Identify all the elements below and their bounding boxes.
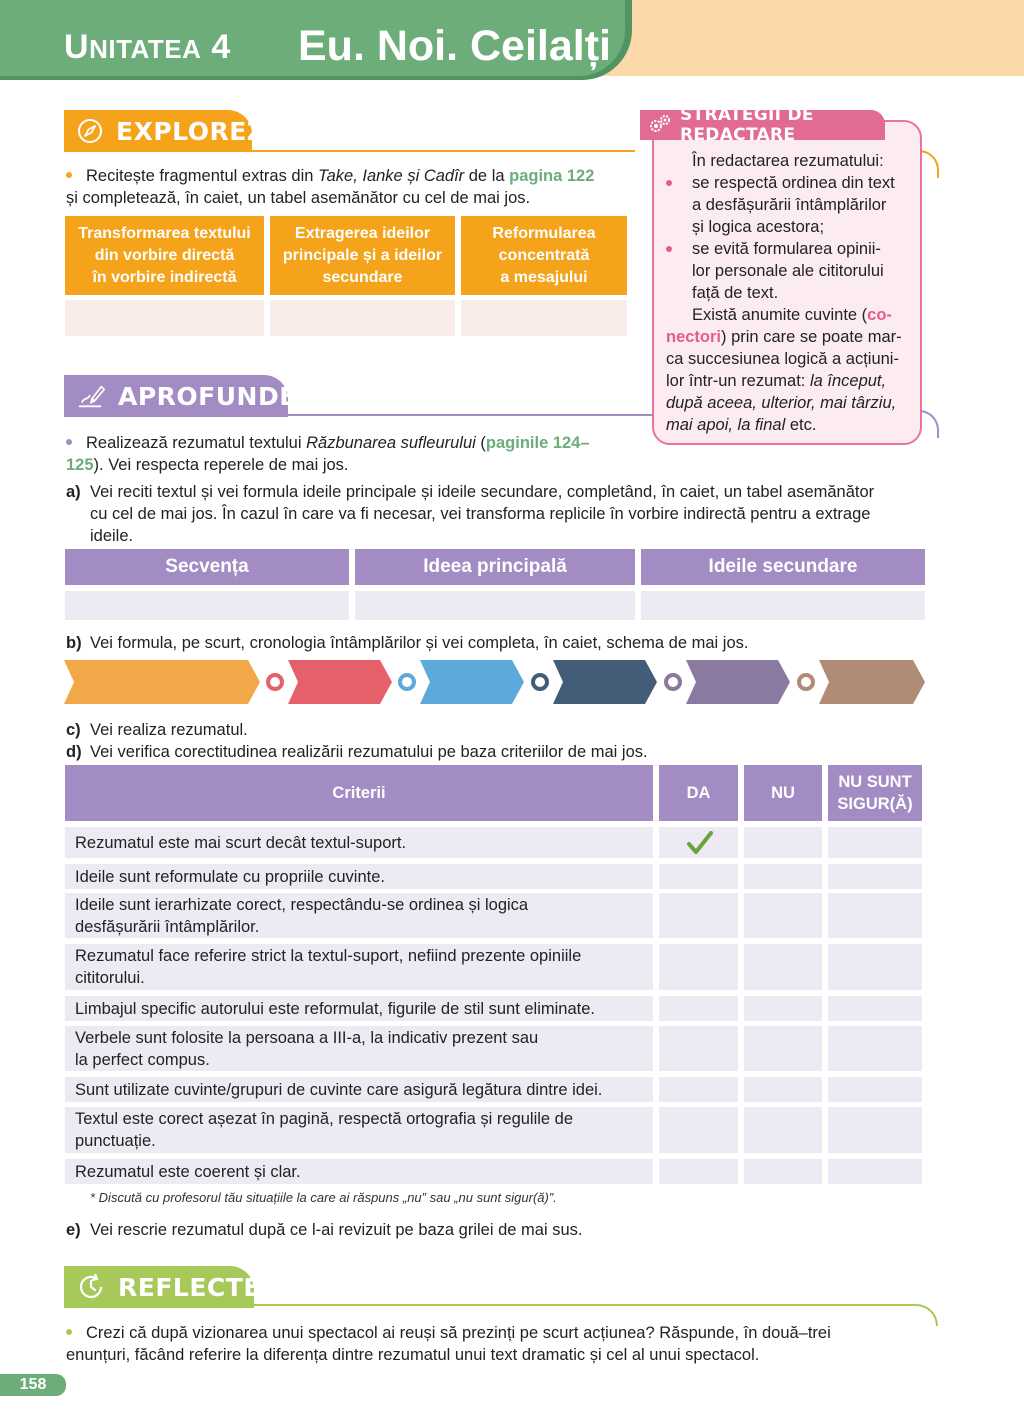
criteria-cell-nesigur[interactable] — [828, 893, 922, 938]
page-reference: paginile 124– — [485, 434, 590, 452]
page-number: 158 — [0, 1374, 66, 1396]
gears-icon — [648, 114, 672, 136]
explorez-instruction: Recitește fragmentul extras din Take, Ianke și Cadîr de la pagina 122 și completează, în caiet, un tabel asemănător cu cel de mai jos. — [66, 167, 595, 207]
criteria-cell-nesigur[interactable] — [828, 1159, 922, 1184]
writing-hand-icon — [76, 381, 106, 411]
criteria-text: desfășurării întâmplărilor. — [75, 917, 260, 936]
table-blank-cell — [65, 591, 349, 620]
criteria-header-nesigur: NU SUNT SIGUR(Ă) — [828, 765, 922, 821]
compass-icon — [76, 116, 104, 146]
task-b: b) Vei formula, pe scurt, cronologia întâmplărilor și vei completa, în caiet, schema de mai jos. — [66, 634, 749, 652]
task-c-d: c) Vei realiza rezumatul. d) Vei verifica corectitudinea realizării rezumatului pe baza criteriilor de mai jos. — [66, 721, 648, 761]
task-a: a) Vei reciti textul și vei formula ideile principale și ideile secundare, completând, în caiet, un tabel asemănător cu cel de mai jos. În cazul în care va fi necesar, vei transforma replicile în vorbire indirectă pentru a extrage ideile. — [66, 483, 875, 545]
criteria-cell-nesigur[interactable] — [828, 1026, 922, 1071]
criteria-row — [65, 996, 653, 1021]
criteria-text: la perfect compus. — [75, 1050, 210, 1069]
criteria-header-da: DA — [659, 765, 738, 821]
criteria-cell-da[interactable] — [659, 1026, 738, 1071]
explorez-label: EXPLOREZ — [116, 116, 266, 146]
bullet — [66, 172, 72, 178]
criteria-cell-nu[interactable] — [744, 864, 822, 889]
unit-label: UNITATEA 4 — [64, 28, 231, 66]
criteria-row — [65, 1159, 653, 1184]
explorez-column-header: Reformularea concentrată a mesajului — [461, 216, 627, 295]
timeline-connector — [664, 673, 682, 691]
table-header-ideile-secundare: Ideile secundare — [641, 549, 925, 585]
criteria-text: Rezumatul face referire strict la textul-suport, nefiind prezente opiniile — [75, 947, 582, 965]
criteria-cell-nu[interactable] — [744, 1026, 822, 1071]
task-e: e) Vei rescrie rezumatul după ce l-ai revizuit pe baza grilei de mai sus. — [66, 1221, 583, 1239]
section-tab-explorez — [64, 110, 266, 152]
table-blank-cell — [355, 591, 635, 620]
aprofundez-intro: Realizează rezumatul textului Răzbunarea sufleurului (paginile 124– 125). Vei respecta reperele de mai jos. — [66, 434, 590, 474]
bullet — [66, 439, 72, 445]
criteria-cell-nu[interactable] — [744, 1107, 822, 1153]
timeline-step-6 — [819, 660, 925, 704]
section-tab-aprofundez — [64, 375, 316, 417]
aprofundez-label: APROFUNDEZ — [118, 381, 316, 411]
criteria-cell-nu[interactable] — [744, 827, 822, 858]
criteria-text: Rezumatul este coerent și clar. — [75, 1162, 301, 1181]
criteria-cell-nesigur[interactable] — [828, 827, 922, 858]
criteria-text: cititorului. — [75, 969, 145, 987]
criteria-cell-da[interactable] — [659, 1077, 738, 1102]
strategy-text: În redactarea rezumatului: se respectă ordinea din text a desfășurării întâmplărilor și logica acestora; se evită formularea opinii- lor personale ale cititorului față de text. Există anumite cuvinte (co- nectori) prin care se poate mar- ca succesiunea logică a acțiuni- lor într-un rezumat: la început, după aceea, ulterior, mai târziu, mai apoi, la final etc. — [666, 152, 902, 434]
criteria-row — [65, 1077, 653, 1102]
criteria-text: Limbajul specific autorului este reformulat, figurile de stil sunt eliminate. — [75, 999, 595, 1018]
timeline-connector — [531, 673, 549, 691]
criteria-text: Textul este corect așezat în pagină, respectă ortografia și regulile de — [75, 1110, 574, 1128]
reflectez-label: REFLECTEZ — [118, 1272, 280, 1302]
explorez-blank-cell — [65, 300, 264, 336]
criteria-header: Criterii — [65, 765, 653, 821]
strategy-tab — [640, 105, 885, 145]
strategy-label: STRATEGII DE REDACTARE — [680, 105, 814, 145]
bullet — [666, 180, 672, 186]
criteria-text: Ideile sunt reformulate cu propriile cuvinte. — [75, 867, 385, 886]
criteria-cell-da[interactable] — [659, 864, 738, 889]
criteria-cell-da[interactable] — [659, 893, 738, 938]
criteria-text: punctuație. — [75, 1132, 156, 1150]
table-header-ideea-principala: Ideea principală — [355, 549, 635, 585]
bullet — [666, 246, 672, 252]
table-blank-cell — [641, 591, 925, 620]
section-tab-reflectez — [64, 1266, 280, 1308]
page-reference: 125 — [66, 456, 94, 474]
criteria-row — [65, 944, 653, 990]
reflectez-rule — [252, 1304, 912, 1306]
unit-title: Eu. Noi. Ceilalți — [298, 22, 611, 70]
criteria-cell-da[interactable] — [659, 944, 738, 990]
criteria-text: Rezumatul este mai scurt decât textul-suport. — [75, 833, 407, 852]
timeline-step-2 — [288, 660, 392, 704]
timeline-step-3 — [420, 660, 524, 704]
criteria-cell-nesigur[interactable] — [828, 944, 922, 990]
timeline-connector — [266, 673, 284, 691]
criteria-cell-nesigur[interactable] — [828, 996, 922, 1021]
criteria-cell-da[interactable] — [659, 1159, 738, 1184]
explorez-blank-cell — [461, 300, 627, 336]
criteria-cell-nesigur[interactable] — [828, 1077, 922, 1102]
timeline-connector — [797, 673, 815, 691]
criteria-text: Verbele sunt folosite la persoana a III-a, la indicativ prezent sau — [75, 1028, 539, 1047]
criteria-cell-nu[interactable] — [744, 1077, 822, 1102]
criteria-row — [65, 1026, 653, 1071]
timeline-step-5 — [686, 660, 790, 704]
criteria-header-nu: NU — [744, 765, 822, 821]
criteria-row — [65, 864, 653, 889]
criteria-text: Ideile sunt ierarhizate corect, respectându-se ordinea și logica — [75, 895, 529, 914]
criteria-cell-nesigur[interactable] — [828, 864, 922, 889]
criteria-cell-nu[interactable] — [744, 893, 822, 938]
page-reference: pagina 122 — [509, 167, 595, 185]
clock-cycle-icon — [76, 1272, 106, 1302]
criteria-row — [65, 827, 653, 858]
aprofundez-rule — [286, 414, 652, 416]
criteria-row — [65, 893, 653, 938]
explorez-column-header: Transformarea textului din vorbire directă în vorbire indirectă — [65, 216, 264, 295]
criteria-row — [65, 1107, 653, 1153]
timeline-step-1 — [64, 660, 260, 704]
explorez-column-header: Extragerea ideilor principale și a ideilor secundare — [270, 216, 455, 295]
criteria-text: Sunt utilizate cuvinte/grupuri de cuvinte care asigură legătura dintre idei. — [75, 1080, 603, 1099]
criteria-cell-nu[interactable] — [744, 996, 822, 1021]
bullet — [66, 1329, 72, 1335]
explorez-rule — [250, 150, 635, 152]
footnote: * Discută cu profesorul tău situațiile la care ai răspuns „nu” sau „nu sunt sigur(ă)”. — [90, 1190, 557, 1205]
criteria-cell-nu[interactable] — [744, 1159, 822, 1184]
criteria-cell-nu[interactable] — [744, 944, 822, 990]
criteria-cell-nesigur[interactable] — [828, 1107, 922, 1153]
criteria-cell-da[interactable] — [659, 996, 738, 1021]
explorez-blank-cell — [270, 300, 455, 336]
timeline-step-4 — [553, 660, 657, 704]
checkmark-icon — [686, 829, 714, 857]
table-header-secventa: Secvența — [65, 549, 349, 585]
criteria-cell-da[interactable] — [659, 1107, 738, 1153]
timeline-connector — [398, 673, 416, 691]
reflectez-prompt: Crezi că după vizionarea unui spectacol ai reuși să prezinți pe scurt acțiunea? Răspunde, în două–trei enunțuri, făcând referire la diferența dintre rezumatul unui text dramatic și cel al unui spectacol. — [66, 1324, 831, 1364]
